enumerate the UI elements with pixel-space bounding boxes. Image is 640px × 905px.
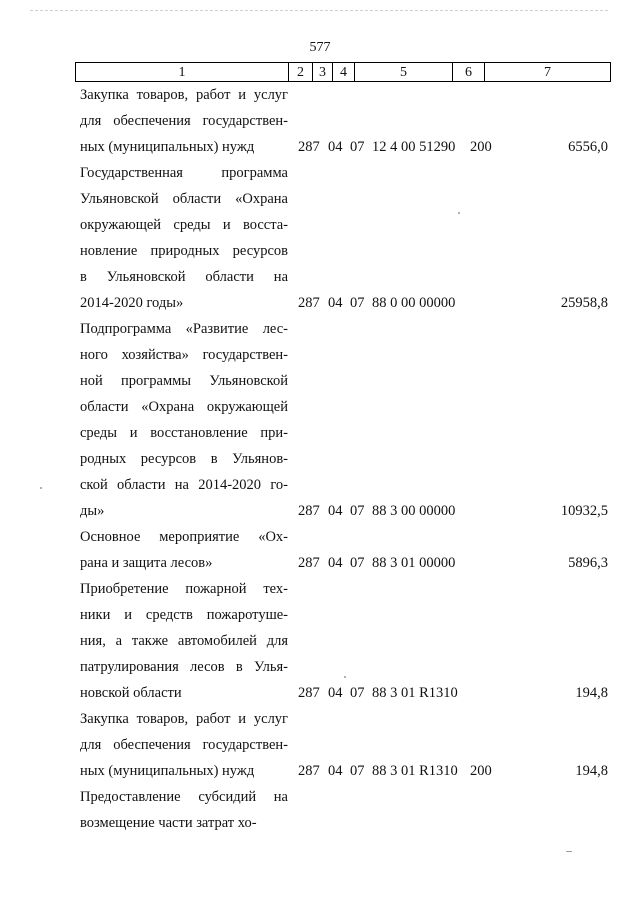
target-article-code: 88 0 00 00000 [372, 295, 456, 311]
description-line: ной программы Ульяновской [80, 373, 288, 389]
description-line: ных (муниципальных) нужд [80, 763, 255, 779]
description-line: патрулирования лесов в Улья- [80, 659, 288, 675]
description-line: ния, а также автомобилей для [80, 633, 288, 649]
row-codes [80, 758, 610, 784]
description-line: Подпрограмма «Развитие лес- [80, 321, 288, 337]
description-line: Предоставление субсидий на [80, 789, 288, 805]
amount: 194,8 [575, 685, 608, 701]
table-row [80, 160, 610, 316]
column-header-3: 3 [313, 63, 333, 82]
subsection-code: 07 [350, 685, 365, 701]
section-code: 04 [328, 763, 343, 779]
table-row [80, 82, 610, 160]
page-number: 577 [309, 40, 331, 55]
column-header-2: 2 [289, 63, 313, 82]
row-codes [80, 550, 610, 576]
amount: 6556,0 [568, 139, 608, 155]
table-row [80, 316, 610, 524]
description-line: Ульяновской области «Охрана [80, 191, 288, 207]
column-header-1: 1 [76, 63, 289, 82]
subsection-code: 07 [350, 295, 365, 311]
description-line: Основное мероприятие «Ох- [80, 529, 288, 545]
description-line: Закупка товаров, работ и услуг [80, 711, 288, 727]
budget-table-body [80, 82, 610, 836]
description-line: ных (муниципальных) нужд [80, 139, 255, 155]
description-line: ды» [80, 503, 105, 519]
description-line: в Ульяновской области на [80, 269, 288, 285]
description-line: Приобретение пожарной тех- [80, 581, 288, 597]
expense-type-code: 200 [470, 139, 492, 155]
row-codes [80, 680, 610, 706]
description-line: для обеспечения государствен- [80, 737, 288, 753]
section-code: 04 [328, 685, 343, 701]
ministry-code: 287 [298, 139, 320, 155]
ministry-code: 287 [298, 555, 320, 571]
column-header-table [75, 62, 611, 82]
description-line: среды и восстановление при- [80, 425, 288, 441]
row-codes [80, 810, 610, 836]
description-line: ного хозяйства» государствен- [80, 347, 288, 363]
description-line: рана и защита лесов» [80, 555, 213, 571]
subsection-code: 07 [350, 503, 365, 519]
subsection-code: 07 [350, 763, 365, 779]
section-code: 04 [328, 295, 343, 311]
column-header-4: 4 [333, 63, 355, 82]
table-row [80, 706, 610, 784]
section-code: 04 [328, 555, 343, 571]
description-line: Государственная программа [80, 165, 288, 181]
description-line: родных ресурсов в Ульянов- [80, 451, 288, 467]
table-row [80, 576, 610, 706]
section-code: 04 [328, 139, 343, 155]
ministry-code: 287 [298, 295, 320, 311]
section-code: 04 [328, 503, 343, 519]
column-header-7: 7 [485, 63, 611, 82]
amount: 5896,3 [568, 555, 608, 571]
description-line: 2014-2020 годы» [80, 295, 184, 311]
ministry-code: 287 [298, 763, 320, 779]
row-codes [80, 498, 610, 524]
column-header-6: 6 [453, 63, 485, 82]
row-codes [80, 290, 610, 316]
scan-speck [40, 487, 42, 489]
target-article-code: 12 4 00 51290 [372, 139, 456, 155]
scan-speck [566, 851, 572, 852]
target-article-code: 88 3 00 00000 [372, 503, 456, 519]
subsection-code: 07 [350, 139, 365, 155]
column-header-5: 5 [355, 63, 453, 82]
scan-top-edge [30, 10, 608, 11]
target-article-code: 88 3 01 00000 [372, 555, 456, 571]
description-line: возмещение части затрат хо- [80, 815, 257, 831]
row-description [80, 316, 288, 524]
expense-type-code: 200 [470, 763, 492, 779]
amount: 10932,5 [560, 503, 608, 519]
description-line: области «Охрана окружающей [80, 399, 288, 415]
amount: 194,8 [575, 763, 608, 779]
amount: 25958,8 [560, 295, 608, 311]
description-line: окружающей среды и восста- [80, 217, 288, 233]
scan-speck [344, 676, 346, 678]
description-line: для обеспечения государствен- [80, 113, 288, 129]
description-line: Закупка товаров, работ и услуг [80, 87, 288, 103]
table-row [80, 784, 610, 836]
target-article-code: 88 3 01 R1310 [372, 763, 458, 779]
scan-speck [458, 212, 460, 214]
target-article-code: 88 3 01 R1310 [372, 685, 458, 701]
table-row [80, 524, 610, 576]
description-line: новской области [80, 685, 182, 701]
description-line: ники и средств пожаротуше- [80, 607, 288, 623]
description-line: новление природных ресурсов [80, 243, 288, 259]
ministry-code: 287 [298, 503, 320, 519]
ministry-code: 287 [298, 685, 320, 701]
subsection-code: 07 [350, 555, 365, 571]
row-codes [80, 134, 610, 160]
description-line: ской области на 2014-2020 го- [80, 477, 288, 493]
